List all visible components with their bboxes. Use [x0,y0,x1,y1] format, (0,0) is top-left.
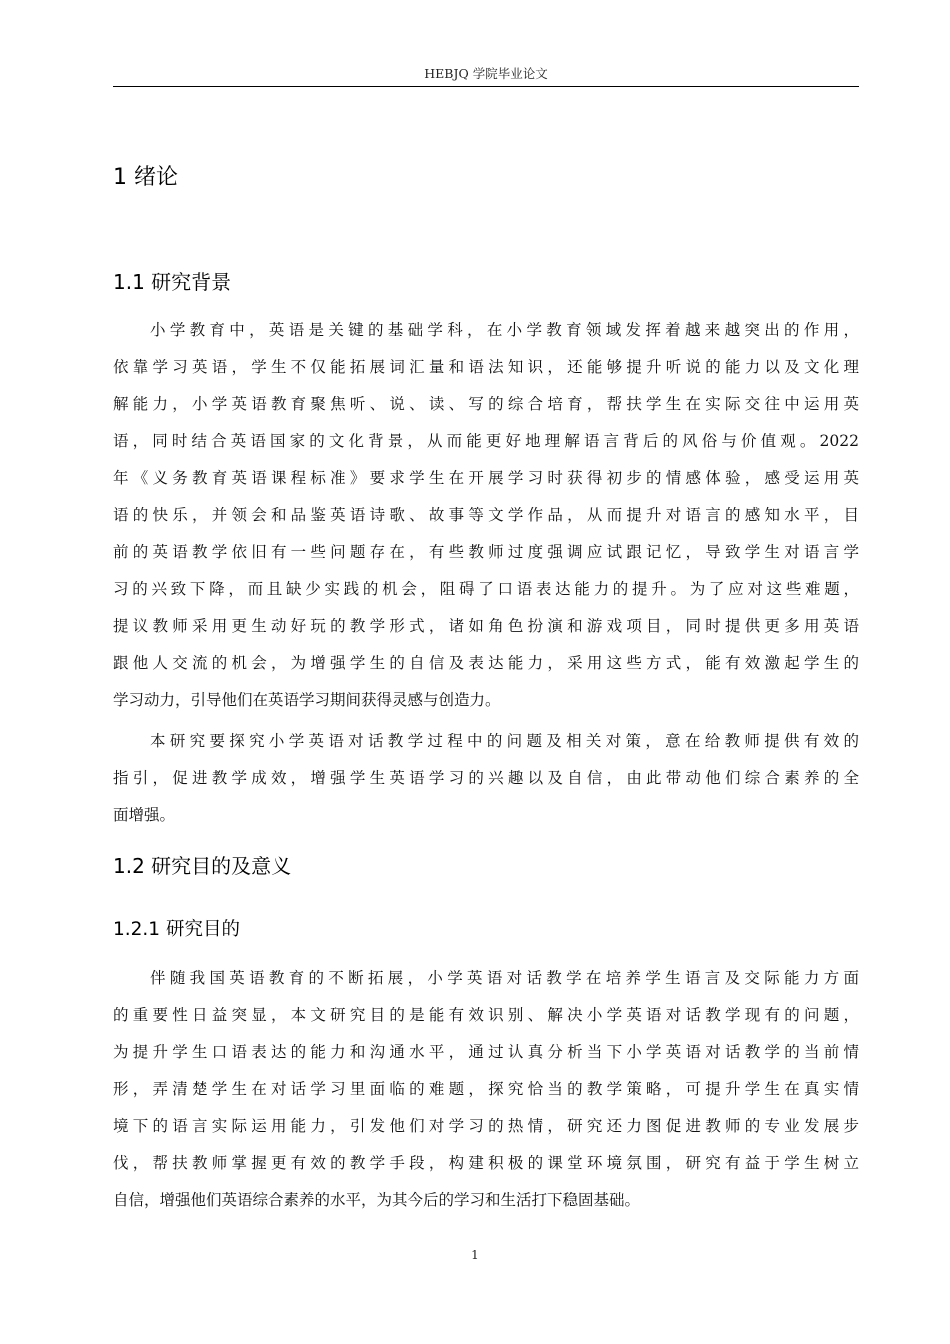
section-1-1-paragraph-1 [113,312,859,719]
section-1-2-1-title: 1.2.1 研究目的 [113,919,240,940]
text-line: 小学教育中，英语是关键的基础学科，在小学教育领域发挥着越来越突出的作用， [150,321,859,339]
text-line: 语，同时结合英语国家的文化背景，从而能更好地理解语言背后的风俗与价值观。2022 [113,432,859,450]
page-number: 1 [471,1248,479,1262]
text-line: 提议教师采用更生动好玩的教学形式，诸如角色扮演和游戏项目，同时提供更多用英语 [113,617,859,635]
text-line: 的重要性日益突显，本文研究目的是能有效识别、解决小学英语对话教学现有的问题， [113,1006,859,1024]
chapter-title: 1 绪论 [113,165,178,190]
header-divider [113,86,859,87]
text-line: 语的快乐，并领会和品鉴英语诗歌、故事等文学作品，从而提升对语言的感知水平，目 [113,506,859,524]
text-line: 依靠学习英语，学生不仅能拓展词汇量和语法知识，还能够提升听说的能力以及文化理 [113,358,859,376]
text-line: 跟他人交流的机会，为增强学生的自信及表达能力，采用这些方式，能有效激起学生的 [113,654,859,672]
text-line: 自信，增强他们英语综合素养的水平，为其今后的学习和生活打下稳固基础。 [113,1191,641,1209]
section-1-2-1-paragraph-1 [113,960,859,1219]
section-1-2-title: 1.2 研究目的及意义 [113,854,292,878]
section-1-1-title: 1.1 研究背景 [113,270,232,294]
text-line: 本研究要探究小学英语对话教学过程中的问题及相关对策，意在给教师提供有效的 [150,732,859,750]
page-header: HEBJQ 学院毕业论文 [424,66,548,81]
text-line: 前的英语教学依旧有一些问题存在，有些教师过度强调应试跟记忆，导致学生对语言学 [113,543,859,561]
text-line: 面增强。 [113,806,176,824]
section-1-1-paragraph-2 [113,723,859,834]
text-line: 学习动力，引导他们在英语学习期间获得灵感与创造力。 [113,691,501,709]
text-line: 境下的语言实际运用能力，引发他们对学习的热情，研究还力图促进教师的专业发展步 [113,1117,859,1135]
text-line: 年《义务教育英语课程标准》要求学生在开展学习时获得初步的情感体验，感受运用英 [113,469,859,487]
text-line: 伐，帮扶教师掌握更有效的教学手段，构建积极的课堂环境氛围，研究有益于学生树立 [113,1154,859,1172]
text-line: 习的兴致下降，而且缺少实践的机会，阻碍了口语表达能力的提升。为了应对这些难题， [113,580,859,598]
text-line: 为提升学生口语表达的能力和沟通水平，通过认真分析当下小学英语对话教学的当前情 [113,1043,859,1061]
text-line: 形，弄清楚学生在对话学习里面临的难题，探究恰当的教学策略，可提升学生在真实情 [113,1080,859,1098]
text-line: 伴随我国英语教育的不断拓展，小学英语对话教学在培养学生语言及交际能力方面 [150,969,859,987]
text-line: 解能力，小学英语教育聚焦听、说、读、写的综合培育，帮扶学生在实际交往中运用英 [113,395,859,413]
text-line: 指引，促进教学成效，增强学生英语学习的兴趣以及自信，由此带动他们综合素养的全 [113,769,859,787]
